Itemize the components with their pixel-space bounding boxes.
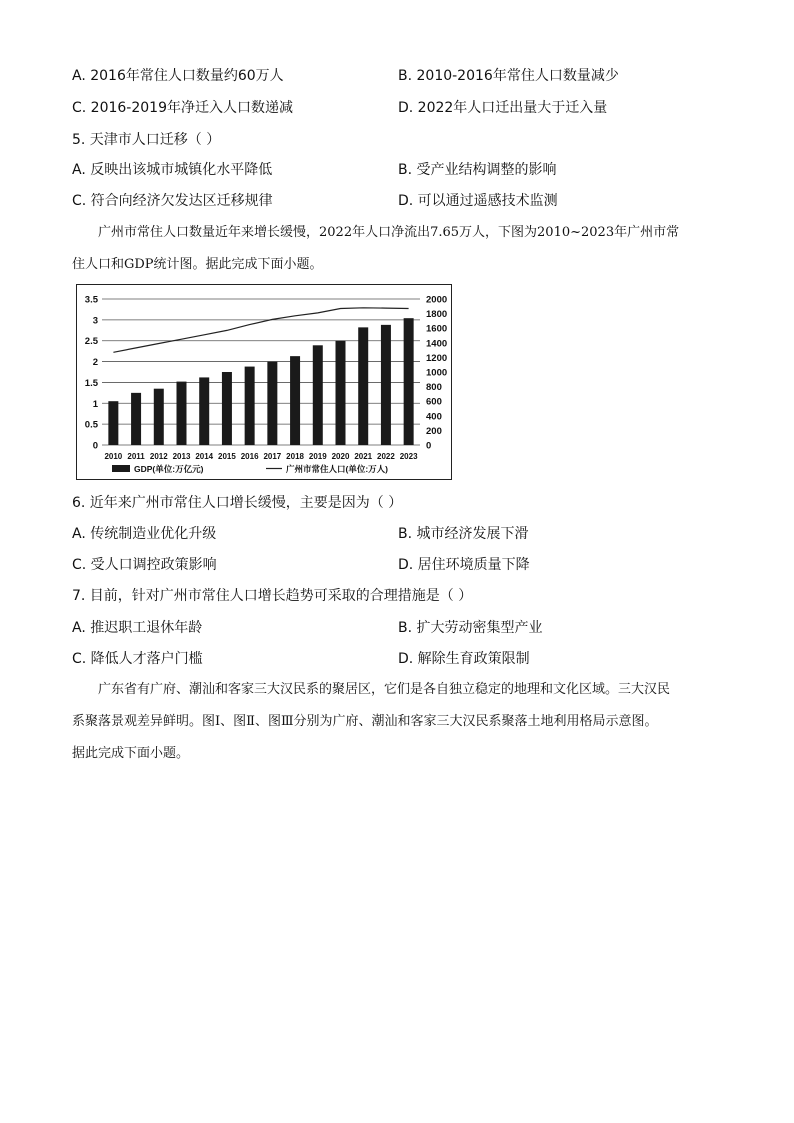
legend-gdp-swatch: [112, 465, 130, 472]
gdp-bar: [131, 393, 141, 445]
right-axis-tick-label: 1600: [426, 323, 448, 335]
left-axis-tick-label: 2: [92, 357, 98, 369]
gdp-bar: [245, 367, 255, 445]
q7-option-c[interactable]: C. 降低人才落户门槛: [72, 651, 203, 667]
x-axis-tick-label: 2016: [240, 452, 259, 461]
gdp-bar: [108, 401, 118, 445]
chart-svg: [76, 284, 452, 480]
right-axis-tick-label: 600: [426, 396, 442, 408]
q6-option-a[interactable]: A. 传统制造业优化升级: [72, 526, 217, 542]
x-axis-tick-label: 2021: [354, 452, 373, 461]
right-axis-tick-label: 0: [426, 440, 432, 452]
legend-population-label: 广州市常住人口(单位:万人): [286, 464, 388, 474]
q6-options-row-2: [72, 553, 732, 577]
gdp-bar: [177, 382, 187, 445]
gdp-bar: [313, 345, 323, 445]
q6-option-b[interactable]: B. 城市经济发展下滑: [398, 526, 529, 542]
chart-frame: [77, 285, 452, 480]
q4-options-row-1: [72, 64, 732, 88]
q5-option-a[interactable]: A. 反映出该城市城镇化水平降低: [72, 162, 273, 178]
left-axis-tick-label: 3.5: [84, 294, 98, 306]
right-axis-tick-label: 2000: [426, 294, 448, 306]
gdp-bar: [290, 356, 300, 445]
x-axis-tick-label: 2017: [263, 452, 282, 461]
guangzhou-intro-paragraph: [72, 221, 724, 285]
q5-option-b[interactable]: B. 受产业结构调整的影响: [398, 162, 557, 178]
guangzhou-intro-line-1: 广州市常住人口数量近年来增长缓慢，2022年人口净流出7.65万人，下图为2010~2023年广州市常: [98, 225, 680, 240]
q6-option-c[interactable]: C. 受人口调控政策影响: [72, 557, 217, 573]
q7-option-b[interactable]: B. 扩大劳动密集型产业: [398, 620, 543, 636]
x-axis-tick-label: 2022: [377, 452, 395, 461]
guangdong-intro-line-3: 据此完成下面小题。: [72, 746, 190, 761]
q7-option-a[interactable]: A. 推迟职工退休年龄: [72, 620, 203, 636]
right-axis-tick-label: 800: [426, 382, 442, 394]
q5-stem: 5. 天津市人口迁移（ ）: [72, 132, 221, 148]
q7-stem: 7. 目前，针对广州市常住人口增长趋势可采取的合理措施是（ ）: [72, 588, 473, 604]
x-axis-tick-label: 2011: [127, 452, 145, 461]
q6-stem: 6. 近年来广州市常住人口增长缓慢，主要是因为（ ）: [72, 495, 403, 511]
gdp-bar: [267, 362, 277, 445]
q6-options-row-1: [72, 522, 732, 546]
gdp-bar: [154, 389, 164, 445]
gdp-population-chart: [76, 284, 452, 480]
x-axis-tick-label: 2020: [331, 452, 350, 461]
q4-option-c[interactable]: C. 2016-2019年净迁入人口数递减: [72, 100, 293, 116]
legend-gdp-label: GDP(单位:万亿元): [134, 464, 204, 474]
gdp-bar: [336, 341, 346, 445]
q6-option-d[interactable]: D. 居住环境质量下降: [398, 557, 530, 573]
gdp-bar: [358, 327, 368, 445]
x-axis-tick-label: 2018: [286, 452, 304, 461]
right-axis-tick-label: 1800: [426, 309, 448, 321]
left-axis-tick-label: 1: [92, 398, 98, 410]
q5-options-row-2: [72, 189, 732, 213]
gdp-bar: [222, 372, 232, 445]
guangdong-intro-line-2: 系聚落景观差异鲜明。图Ⅰ、图Ⅱ、图Ⅲ分别为广府、潮汕和客家三大汉民系聚落土地利用格局示意图。: [72, 714, 658, 729]
q7-options-row-2: [72, 647, 732, 671]
guangdong-intro-paragraph: [72, 678, 724, 774]
q4-option-b[interactable]: B. 2010-2016年常住人口数量减少: [398, 68, 619, 84]
x-axis-tick-label: 2019: [308, 452, 327, 461]
x-axis-tick-label: 2014: [195, 452, 214, 461]
right-axis-tick-label: 1400: [426, 338, 448, 350]
guangdong-intro-line-1: 广东省有广府、潮汕和客家三大汉民系的聚居区，它们是各自独立稳定的地理和文化区域。三大汉民: [98, 682, 671, 697]
left-axis-tick-label: 0: [92, 440, 98, 452]
left-axis-tick-label: 0.5: [84, 419, 98, 431]
right-axis-tick-label: 1000: [426, 367, 448, 379]
q4-options-row-2: [72, 96, 732, 120]
x-axis-tick-label: 2013: [172, 452, 191, 461]
right-axis-tick-label: 1200: [426, 352, 448, 364]
left-axis-tick-label: 2.5: [84, 336, 98, 348]
left-axis-tick-label: 3: [92, 315, 98, 327]
gdp-bar: [404, 318, 414, 445]
q4-option-d[interactable]: D. 2022年人口迁出量大于迁入量: [398, 100, 608, 116]
guangzhou-intro-line-2: 住人口和GDP统计图。据此完成下面小题。: [72, 257, 323, 272]
q5-option-d[interactable]: D. 可以通过遥感技术监测: [398, 193, 558, 209]
x-axis-tick-label: 2010: [104, 452, 123, 461]
gdp-bar: [381, 325, 391, 445]
q7-option-d[interactable]: D. 解除生育政策限制: [398, 651, 530, 667]
q4-option-a[interactable]: A. 2016年常住人口数量约60万人: [72, 68, 284, 84]
x-axis-tick-label: 2012: [149, 452, 168, 461]
right-axis-tick-label: 200: [426, 425, 442, 437]
left-axis-tick-label: 1.5: [84, 377, 98, 389]
q7-options-row-1: [72, 616, 732, 640]
right-axis-tick-label: 400: [426, 411, 442, 423]
q5-option-c[interactable]: C. 符合向经济欠发达区迁移规律: [72, 193, 273, 209]
x-axis-tick-label: 2023: [399, 452, 418, 461]
x-axis-tick-label: 2015: [218, 452, 236, 461]
q5-options-row-1: [72, 158, 732, 182]
gdp-bar: [199, 377, 209, 445]
